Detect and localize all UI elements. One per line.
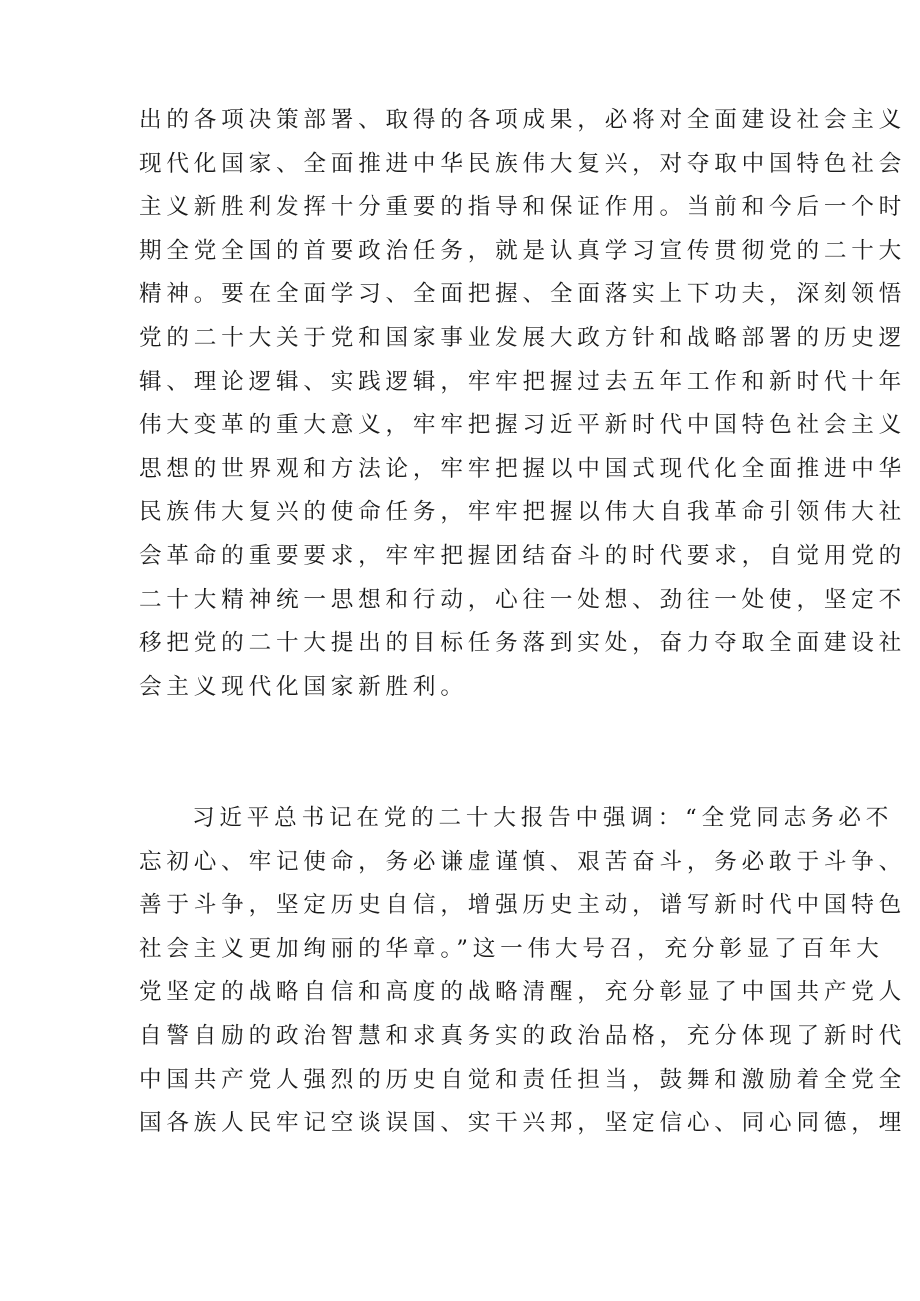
text-line: 自警自励的政治智慧和求真务实的政治品格，充分体现了新时代: [139, 1022, 907, 1049]
text-line: 党的二十大关于党和国家事业发展大政方针和战略部署的历史逻: [139, 324, 907, 351]
text-line: 习近平总书记在党的二十大报告中强调：“全党同志务必不: [192, 805, 894, 831]
text-line: 会革命的重要要求，牢牢把握团结奋斗的时代要求，自觉用党的: [139, 542, 907, 569]
text-line: 思想的世界观和方法论，牢牢把握以中国式现代化全面推进中华: [139, 455, 907, 482]
text-line: 辑、理论逻辑、实践逻辑，牢牢把握过去五年工作和新时代十年: [139, 368, 907, 395]
text-line: 国各族人民牢记空谈误国、实干兴邦，坚定信心、同心同德，埋: [139, 1110, 907, 1137]
text-line: 中国共产党人强烈的历史自觉和责任担当，鼓舞和激励着全党全: [139, 1066, 907, 1093]
text-line: 期全党全国的首要政治任务，就是认真学习宣传贯彻党的二十大: [139, 237, 907, 264]
text-line: 党坚定的战略自信和高度的战略清醒，充分彰显了中国共产党人: [139, 979, 907, 1006]
text-line: 现代化国家、全面推进中华民族伟大复兴，对夺取中国特色社会: [139, 150, 907, 177]
text-line: 会主义现代化国家新胜利。: [139, 673, 468, 700]
text-line: 民族伟大复兴的使命任务，牢牢把握以伟大自我革命引领伟大社: [139, 499, 907, 526]
text-line: 忘初心、牢记使命，务必谦虚谨慎、艰苦奋斗，务必敢于斗争、: [139, 848, 907, 875]
text-line: 二十大精神统一思想和行动，心往一处想、劲往一处使，坚定不: [139, 586, 907, 613]
text-line: 移把党的二十大提出的目标任务落到实处，奋力夺取全面建设社: [139, 630, 907, 657]
text-line: 主义新胜利发挥十分重要的指导和保证作用。当前和今后一个时: [139, 194, 907, 221]
body-paragraph-2: [139, 797, 907, 1146]
text-line: 社会主义更加绚丽的华章。”这一伟大号召，充分彰显了百年大: [139, 935, 884, 962]
text-line: 出的各项决策部署、取得的各项成果，必将对全面建设社会主义: [139, 107, 907, 133]
text-line: 精神。要在全面学习、全面把握、全面落实上下功夫，深刻领悟: [139, 281, 907, 308]
text-line: 善于斗争，坚定历史自信，增强历史主动，谱写新时代中国特色: [139, 892, 907, 919]
text-line: 伟大变革的重大意义，牢牢把握习近平新时代中国特色社会主义: [139, 412, 907, 439]
body-paragraph-1: [139, 99, 907, 709]
